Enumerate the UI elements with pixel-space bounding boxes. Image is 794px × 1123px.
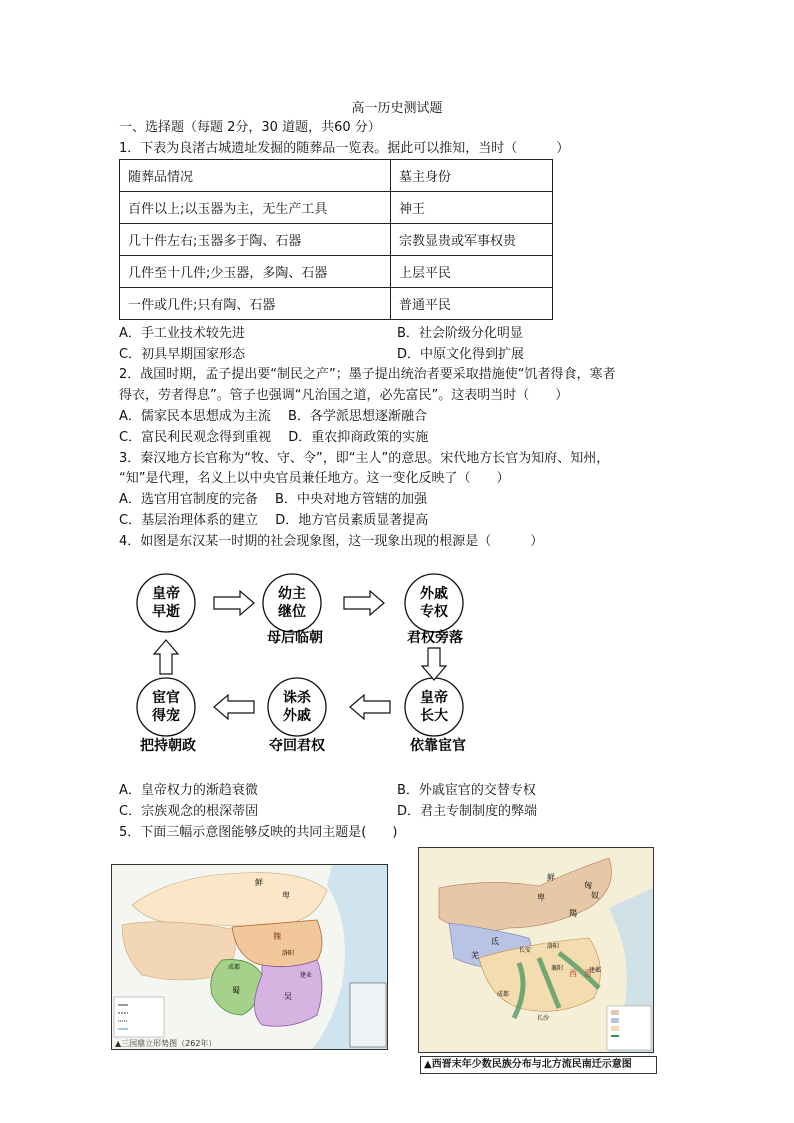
three-kingdoms-map-graphic [112, 865, 387, 1049]
map1-label: 洛阳 [282, 950, 295, 957]
node-caption: 夺回君权 [269, 738, 325, 754]
arrow-right [344, 591, 384, 615]
page-title: 高一历史测试题 [351, 101, 443, 116]
three-kingdoms-map [111, 864, 388, 1050]
map2-label: 鲜 [547, 873, 555, 882]
map2-label: 长沙 [537, 1015, 550, 1022]
table-cell: 几十件左右;玉器多于陶、石器 [120, 224, 391, 256]
q4-stem: 4．如图是东汉某一时期的社会现象图，这一现象出现的根源是（ ） [119, 534, 544, 549]
node-caption: 依靠宦官 [410, 738, 466, 754]
q4-option-b[interactable]: B．外戚宦官的交替专权 [397, 783, 536, 798]
map1-label: 蜀 [232, 986, 240, 995]
q1-option-a[interactable]: A．手工业技术较先进 [119, 326, 245, 341]
q1-option-c[interactable]: C．初具早期国家形态 [119, 347, 246, 362]
table-header-row [120, 160, 553, 192]
arrow-up [154, 640, 178, 674]
map2-label: 奴 [591, 891, 599, 900]
map2-label: 成都 [497, 991, 510, 998]
arrow-down [422, 648, 446, 680]
node-text: 早逝 [152, 604, 180, 620]
node-text: 长大 [420, 708, 448, 724]
map1-label: 成都 [228, 964, 241, 971]
arrow-left [350, 695, 390, 719]
node-eunuch-favored [137, 678, 195, 736]
table-cell: 百件以上;以玉器为主，无生产工具 [120, 192, 391, 224]
node-text: 诛杀 [283, 690, 311, 706]
arrow-left [214, 695, 254, 719]
table-cell: 神王 [391, 192, 553, 224]
map2-caption: ▲西晋末年少数民族分布与北方流民南迁示意图 [420, 1056, 657, 1074]
map2-label: 羌 [471, 951, 479, 960]
table-row [120, 224, 553, 256]
burial-table [119, 159, 553, 320]
q2-options-ab[interactable]: A．儒家民本思想成为主流 B．各学派思想逐渐融合 [119, 409, 427, 424]
node-text: 继位 [278, 604, 306, 620]
node-consort-power [405, 574, 463, 632]
node-emperor-grows [405, 678, 463, 736]
node-kill-consort [268, 678, 326, 736]
table-cell: 上层平民 [391, 256, 553, 288]
q3-stem-line1: 3．秦汉地方长官称为“牧、守、令”，即“主人”的意思。宋代地方长官为知府、知州， [119, 451, 610, 466]
table-row [120, 288, 553, 320]
map2-label: 羯 [569, 909, 577, 918]
node-emperor-dies [137, 574, 195, 632]
node-text: 专权 [420, 604, 448, 620]
map1-label: 鲜 [255, 878, 263, 887]
node-text: 幼主 [278, 586, 306, 602]
map2-label: 长安 [519, 947, 532, 954]
node-text: 得宠 [152, 708, 180, 724]
node-text: 皇帝 [152, 586, 180, 602]
map2-label: 晋 [584, 969, 592, 978]
q3-options-cd[interactable]: C．基层治理体系的建立 D．地方官员素质显著提高 [119, 513, 429, 528]
map2-label: 西 [569, 969, 577, 978]
node-text: 宦官 [152, 690, 180, 706]
map2-label: 卑 [537, 893, 545, 902]
table-cell: 宗教显贵或军事权贵 [391, 224, 553, 256]
table-cell: 普通平民 [391, 288, 553, 320]
q2-options-cd[interactable]: C．富民利民观念得到重视 D．重农抑商政策的实施 [119, 430, 429, 445]
table-header: 墓主身份 [391, 160, 553, 192]
node-young-ruler [263, 574, 321, 632]
q1-option-b[interactable]: B．社会阶级分化明显 [397, 326, 523, 341]
q2-stem-line2: 得衣，劳者得息”。管子也强调“凡治国之道，必先富民”。这表明当时（ ） [119, 388, 569, 403]
node-text: 外戚 [420, 586, 448, 602]
western-jin-migration-map [418, 847, 654, 1053]
map1-label: 建业 [300, 972, 313, 979]
western-jin-map-graphic [419, 848, 653, 1052]
table-row [120, 192, 553, 224]
q3-stem-line2: “知”是代理，名义上以中央官员兼任地方。这一变化反映了（ ） [119, 471, 510, 486]
map1-label: 卑 [282, 891, 290, 900]
table-cell: 一件或几件;只有陶、石器 [120, 288, 391, 320]
table-cell: 几件至十几件;少玉器，多陶、石器 [120, 256, 391, 288]
map1-label: 吴 [284, 992, 292, 1001]
node-text: 外戚 [283, 708, 311, 724]
q2-stem-line1: 2．战国时期，孟子提出要“制民之产”；墨子提出统治者要采取措施使“饥者得食，寒者 [119, 367, 616, 382]
q4-option-a[interactable]: A．皇帝权力的渐趋衰微 [119, 783, 258, 798]
map2-label: 襄阳 [551, 965, 564, 972]
q1-option-d[interactable]: D．中原文化得到扩展 [397, 347, 525, 362]
node-caption: 把持朝政 [140, 738, 196, 754]
q3-options-ab[interactable]: A．选官用官制度的完备 B．中央对地方管辖的加强 [119, 492, 427, 507]
q1-stem: 1．下表为良渚古城遗址发掘的随葬品一览表。据此可以推知，当时（ ） [119, 141, 570, 156]
map1-label: 魏 [273, 932, 281, 941]
q5-stem: 5．下面三幅示意图能够反映的共同主题是( ) [119, 825, 398, 840]
map2-label: 建邺 [589, 967, 602, 974]
section-heading: 一、选择题（每题 2分，30 道题，共60 分） [119, 120, 381, 135]
map2-label: 洛阳 [547, 943, 560, 950]
node-caption: 母后临朝 [267, 630, 323, 646]
east-han-cycle-diagram [120, 570, 500, 770]
node-text: 皇帝 [420, 690, 448, 706]
map2-label: 匈 [584, 881, 592, 890]
node-caption: 君权旁落 [407, 630, 463, 646]
table-header: 随葬品情况 [120, 160, 391, 192]
q4-option-c[interactable]: C．宗族观念的根深蒂固 [119, 804, 259, 819]
arrow-right [214, 591, 254, 615]
q4-option-d[interactable]: D．君主专制制度的弊端 [397, 804, 538, 819]
map2-label: 氐 [491, 937, 499, 946]
table-row [120, 256, 553, 288]
map1-caption: ▲三国鼎立形势图（262年） [115, 1039, 217, 1048]
